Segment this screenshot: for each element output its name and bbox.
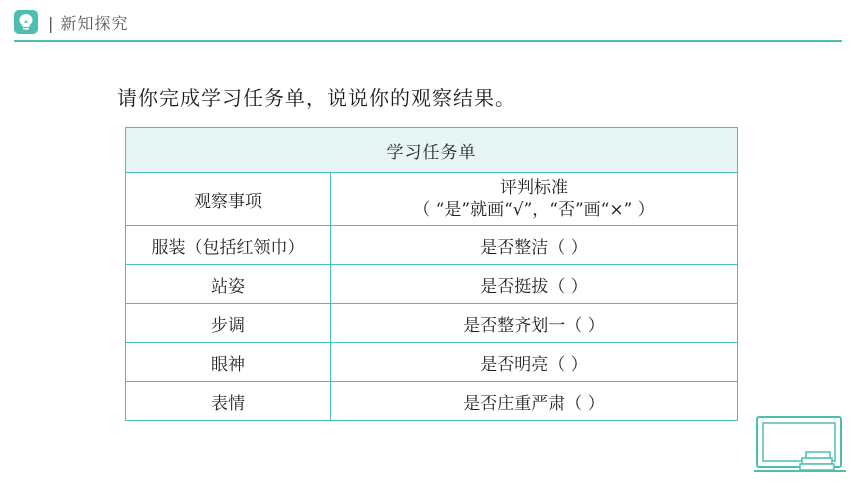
blackboard-books-icon [754,414,850,482]
criterion-cell[interactable]: 是否明亮（ ） [331,343,738,382]
header-divider [14,40,842,42]
column-header-item: 观察事项 [126,173,331,226]
column-header-criteria [331,173,738,226]
observation-item: 步调 [126,304,331,343]
section-header [14,8,128,36]
lightbulb-icon [14,10,38,34]
table-row [126,343,738,382]
criterion-cell[interactable]: 是否庄重严肃（ ） [331,382,738,421]
observation-item: 站姿 [126,265,331,304]
criteria-note: （ “是”就画“√”，“否”画“×” ） [413,200,655,220]
instruction-text: 请你完成学习任务单，说说你的观察结果。 [117,86,516,110]
table-row [126,382,738,421]
table-row [126,226,738,265]
table-title: 学习任务单 [126,128,738,173]
criterion-cell[interactable]: 是否挺拔（ ） [331,265,738,304]
criterion-cell[interactable]: 是否整齐划一（ ） [331,304,738,343]
criteria-title: 评判标准 [500,178,568,198]
task-table [125,127,738,421]
criterion-cell[interactable]: 是否整洁（ ） [331,226,738,265]
table-row [126,265,738,304]
observation-item: 眼神 [126,343,331,382]
table-row [126,304,738,343]
header-title: | 新知探究 [48,13,129,33]
observation-item: 表情 [126,382,331,421]
observation-item: 服装（包括红领巾） [126,226,331,265]
